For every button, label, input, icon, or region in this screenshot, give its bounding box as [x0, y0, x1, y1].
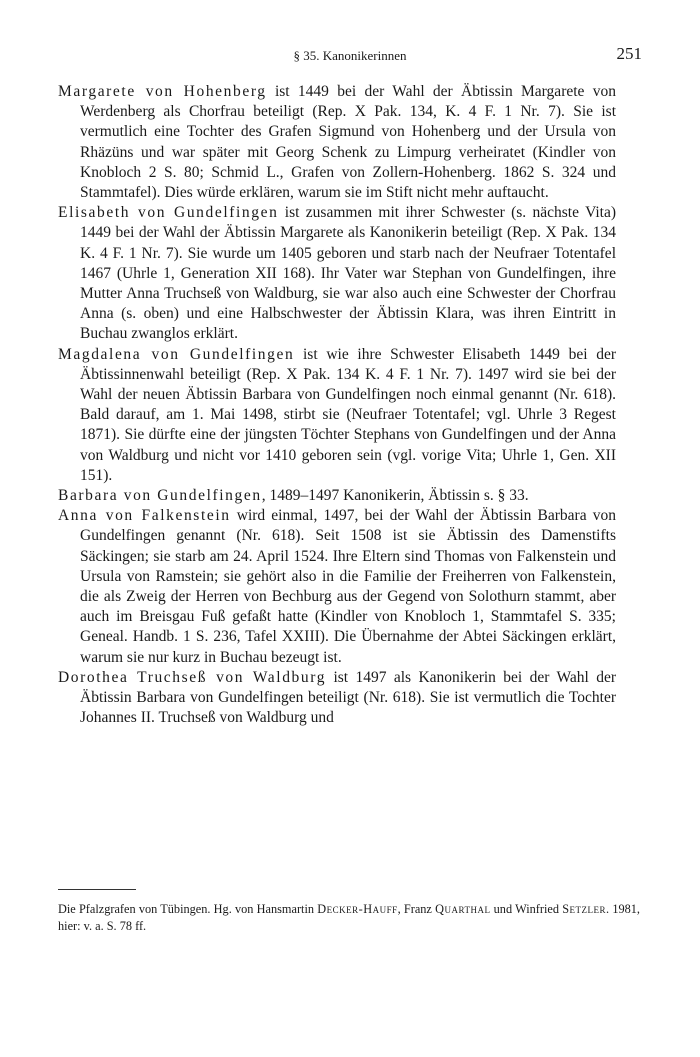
running-head-title: § 35. Kanonikerinnen — [293, 48, 407, 63]
person-name: Margarete von Hohenberg — [58, 83, 267, 100]
entry-text: wird einmal, 1497, bei der Wahl der Äbtissin Barbara von Gundelfingen genannt (Nr. 618). Seit 1508 ist sie Äbtissin des Damenstifts Säckingen; sie starb am 24. April 1524. Ihre Eltern sind Thomas von Falkenstein und Ursula von Ramstein; sie gehört also in die Familie der Freiherren von Falkenstein, die als Zweig der Herren von Bechburg aus der Gegend von Solothurn stammt, aber auch im Breisgau Fuß gefaßt hatte (Kindler von Knobloch 1, Stammtafel S. 335; Geneal. Handb. 1 S. 236, Tafel XXIII). Die Übernahme der Abtei Säckingen erklärt, warum sie nur kurz in Buchau bezeugt ist. — [80, 507, 616, 666]
footnote — [58, 901, 640, 935]
footnote-author: Setzler — [562, 902, 607, 916]
entry-text: , 1489–1497 Kanonikerin, Äbtissin s. § 33. — [261, 487, 529, 505]
footnote-text: , Franz — [397, 902, 436, 916]
footnote-author: Decker-Hauff — [317, 902, 398, 916]
person-name: Dorothea Truchseß von Waldburg — [58, 668, 327, 686]
footnote-divider — [58, 889, 136, 890]
running-head — [58, 42, 642, 68]
entry-text: ist zusammen mit ihrer Schwester (s. nächste Vita) 1449 bei der Wahl der Äbtissin Margarete als Kanonikerin beteiligt (Rep. X Pak. 134 K. 4 F. 1 Nr. 7). Sie wurde um 1405 geboren und starb nach der Neufraer Totentafel 1467 (Uhrle 1, Generation XII 168). Ihr Vater war Stephan von Gundelfingen, ihre Mutter Anna Truchseß von Waldburg, sie war also auch eine Schwester der Chorfrau Anna (s. oben) und eine Halbschwester der Äbtissin Klara, was ihren Eintritt in Buchau zwanglos erklärt. — [80, 204, 616, 343]
person-name: Elisabeth von Gundelfingen — [58, 204, 279, 222]
vita-entry — [58, 345, 616, 486]
vita-entry — [58, 506, 616, 668]
person-name: Magdalena von Gundelfingen — [58, 345, 295, 363]
footnote-text: . 1981, hier: v. a. S. 78 ff. — [58, 902, 640, 933]
entry-text: ist wie ihre Schwester Elisabeth 1449 bei der Äbtissinnenwahl beteiligt (Rep. X Pak. 134 K. 4 F. 1 Nr. 7). 1497 wird sie bei der Wahl der neuen Äbtissin Barbara von Gundelfingen noch einmal genannt (Nr. 618). Bald darauf, am 1. Mai 1498, stirbt sie (Neufraer Totentafel; vgl. Uhrle 3 Regest 1871). Sie dürfte eine der jüngsten Töchter Stephans von Gundelfingen und der Anna von Waldburg und nicht vor 1410 geboren sein (vgl. vorige Vita; Uhrle 1, Gen. XII 151). — [80, 345, 617, 484]
footnote-text: und Winfried — [490, 902, 563, 916]
entry-text: ist 1497 als Kanonikerin bei der Wahl der Äbtissin Barbara von Gundelfingen beteiligt (Nr. 618). Sie ist vermutlich die Tochter Johannes II. Truchseß von Waldburg und — [80, 668, 616, 727]
page-number: 251 — [616, 44, 642, 63]
vita-entry — [58, 203, 616, 344]
footnote-text: Die Pfalzgrafen von Tübingen. Hg. von Hansmartin — [58, 902, 318, 916]
vita-entry — [58, 668, 616, 729]
person-name: Anna von Falkenstein — [58, 507, 231, 525]
body-text — [58, 82, 616, 729]
vita-entry — [58, 486, 616, 506]
entry-text: ist 1449 bei der Wahl der Äbtissin Margarete von Werdenberg als Chorfrau beteiligt (Rep. X Pak. 134, K. 4 F. 1 Nr. 7). Sie ist vermutlich eine Tochter des Grafen Sigmund von Hohenberg und der Ursula von Rhäzüns und war später mit Georg Schenk zu Limpurg verheiratet (Kindler von Knobloch 2 S. 80; Schmid L., Grafen von Zollern-Hohenberg. 1862 S. 324 und Stammtafel). Dies würde erklären, warum sie im Stift nicht mehr auftaucht. — [80, 83, 616, 202]
footnote-author: Quarthal — [435, 902, 491, 916]
person-name: Barbara von Gundelfingen — [58, 487, 262, 505]
vita-entry — [58, 82, 616, 203]
